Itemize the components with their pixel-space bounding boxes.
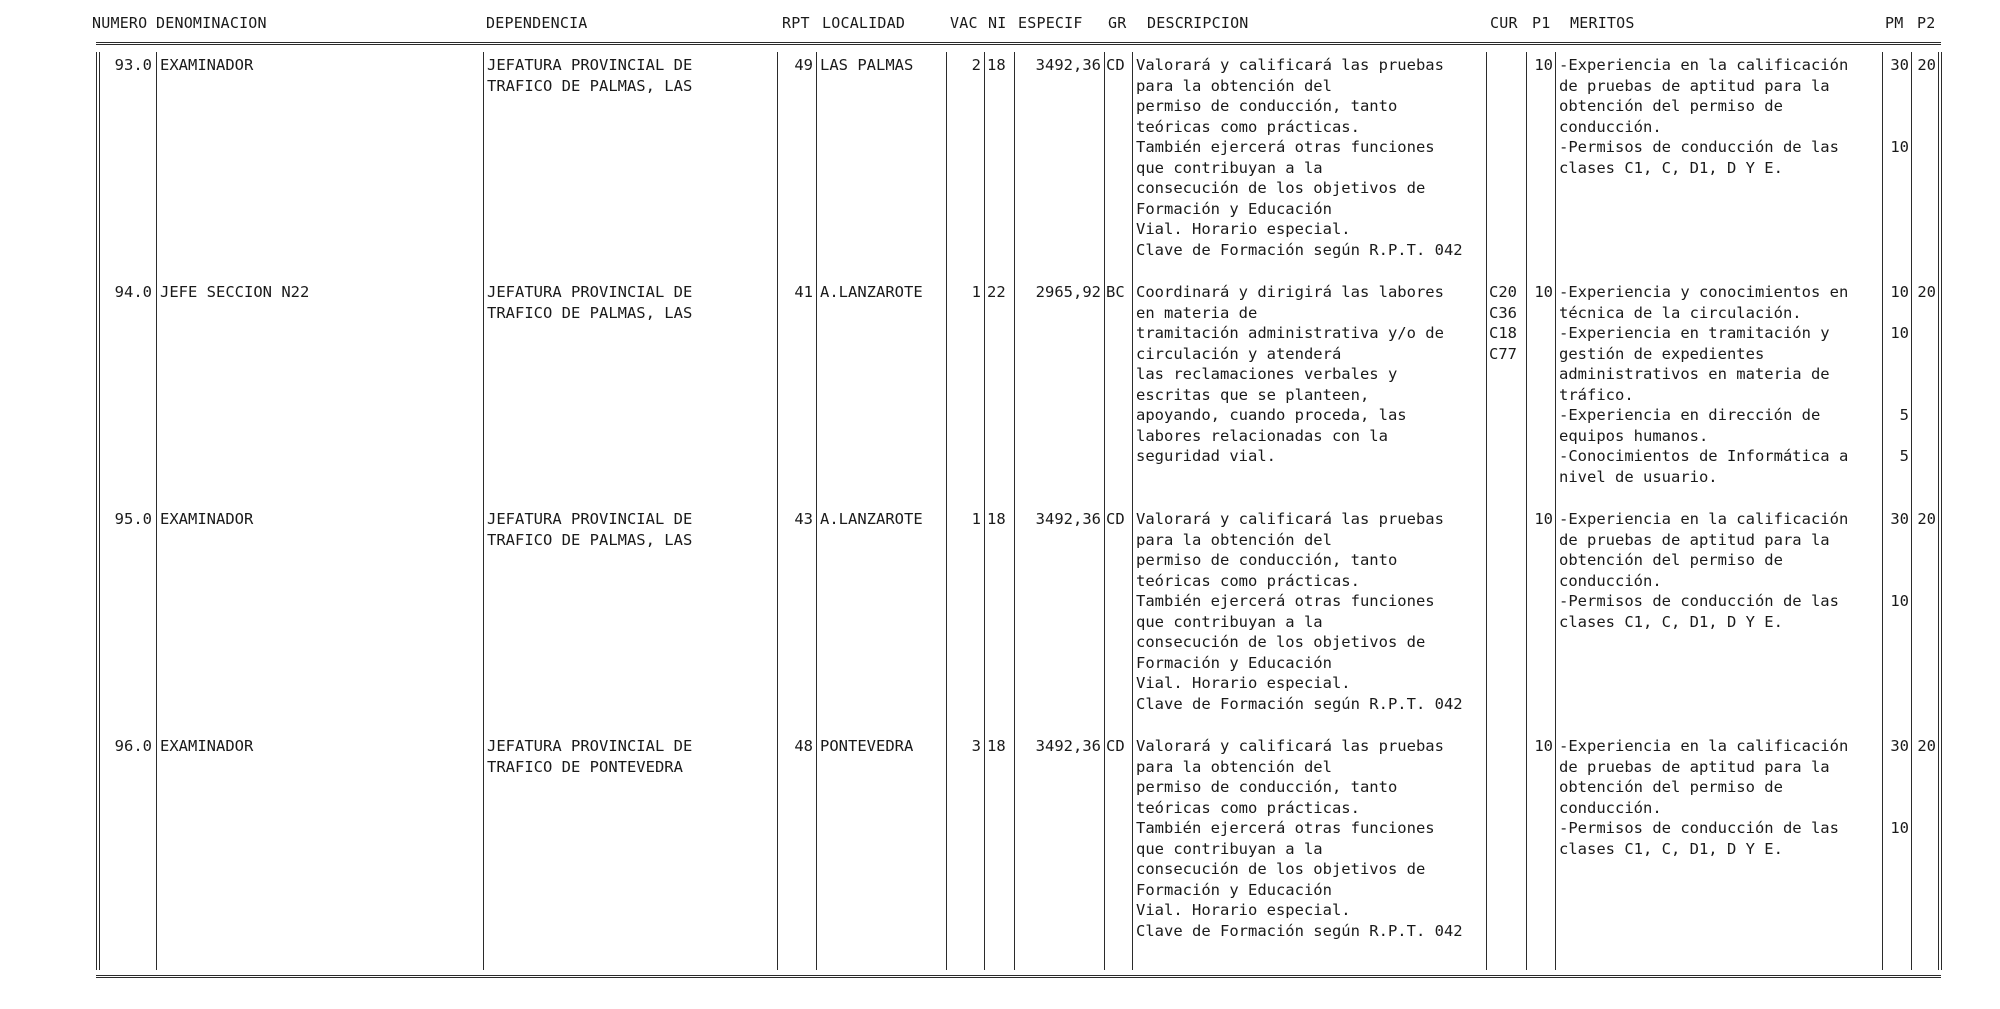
merit-line: -Experiencia en la calificación xyxy=(1559,510,1849,528)
position-name: EXAMINADOR xyxy=(160,737,254,755)
description-line: seguridad vial. xyxy=(1136,447,1276,465)
p2-score: 20 xyxy=(1917,510,1936,528)
merit-line: de pruebas de aptitud para la xyxy=(1559,530,1830,549)
specific-amount: 3492,36 xyxy=(1035,56,1101,74)
column-divider xyxy=(1526,52,1527,970)
description-line: para la obtención del xyxy=(1136,76,1332,95)
course-code: C77 xyxy=(1489,344,1517,363)
group: CD xyxy=(1106,737,1125,755)
description-line: También ejercerá otras funciones xyxy=(1136,138,1435,156)
position-name: EXAMINADOR xyxy=(160,510,254,528)
merit-points: 10 xyxy=(1890,138,1909,156)
merit-points: 5 xyxy=(1899,447,1909,465)
locality: PONTEVEDRA xyxy=(820,737,914,755)
merit-line: obtención del permiso de xyxy=(1559,97,1783,115)
course-code: C36 xyxy=(1489,303,1517,322)
column-divider xyxy=(1911,52,1912,970)
description-line: que contribuyan a la xyxy=(1136,839,1323,858)
merit-points: 10 xyxy=(1890,283,1909,301)
merit-line: -Experiencia en tramitación y xyxy=(1559,324,1830,342)
column-divider xyxy=(984,52,985,970)
header-p2: P2 xyxy=(1917,14,1936,32)
header-numero: NUMERO xyxy=(92,14,148,32)
merit-line: equipos humanos. xyxy=(1559,426,1709,445)
merit-points: 30 xyxy=(1890,510,1909,528)
description-line: Valorará y calificará las pruebas xyxy=(1136,737,1444,755)
column-divider xyxy=(1014,52,1015,970)
header-especif: ESPECIF xyxy=(1018,14,1083,32)
p2-score: 20 xyxy=(1917,737,1936,755)
header-meritos: MERITOS xyxy=(1570,14,1635,32)
merit-line: -Permisos de conducción de las xyxy=(1559,138,1839,156)
description-line: circulación y atenderá xyxy=(1136,344,1342,363)
merit-line: de pruebas de aptitud para la xyxy=(1559,757,1830,776)
p1-score: 10 xyxy=(1534,283,1553,301)
course-code: C18 xyxy=(1489,324,1517,342)
description-line: consecución de los objetivos de xyxy=(1136,179,1426,197)
description-line: teóricas como prácticas. xyxy=(1136,798,1360,817)
column-divider xyxy=(1882,52,1883,970)
position-number: 96.0 xyxy=(114,737,152,755)
level: 22 xyxy=(987,283,1006,301)
department-line: TRAFICO DE PALMAS, LAS xyxy=(487,303,693,322)
vacancies: 1 xyxy=(971,510,981,528)
locality: LAS PALMAS xyxy=(820,56,914,74)
description-line: que contribuyan a la xyxy=(1136,612,1323,631)
description-line: en materia de xyxy=(1136,303,1258,322)
description-line: para la obtención del xyxy=(1136,757,1332,776)
department-line: TRAFICO DE PALMAS, LAS xyxy=(487,76,693,95)
description-line: teóricas como prácticas. xyxy=(1136,117,1360,136)
description-line: Valorará y calificará las pruebas xyxy=(1136,56,1444,74)
merit-points: 30 xyxy=(1890,737,1909,755)
description-line: permiso de conducción, tanto xyxy=(1136,551,1398,569)
column-divider xyxy=(483,52,484,970)
merit-line: -Permisos de conducción de las xyxy=(1559,819,1839,837)
description-line: consecución de los objetivos de xyxy=(1136,633,1426,651)
merit-line: -Experiencia y conocimientos en xyxy=(1559,283,1849,301)
description-line: Formación y Educación xyxy=(1136,653,1332,672)
merit-line: -Experiencia en la calificación xyxy=(1559,56,1849,74)
description-line: Vial. Horario especial. xyxy=(1136,674,1351,692)
header-gr: GR xyxy=(1108,14,1127,32)
p2-score: 20 xyxy=(1917,283,1936,301)
description-line: tramitación administrativa y/o de xyxy=(1136,324,1444,342)
description-line: que contribuyan a la xyxy=(1136,158,1323,177)
merit-line: obtención del permiso de xyxy=(1559,778,1783,796)
position-name: EXAMINADOR xyxy=(160,56,254,74)
merit-line: obtención del permiso de xyxy=(1559,551,1783,569)
merit-line: de pruebas de aptitud para la xyxy=(1559,76,1830,95)
p1-score: 10 xyxy=(1534,56,1553,74)
level: 18 xyxy=(987,737,1006,755)
column-divider xyxy=(1555,52,1556,970)
merit-line: clases C1, C, D1, D Y E. xyxy=(1559,158,1783,177)
header-cur: CUR xyxy=(1490,14,1518,32)
column-divider xyxy=(816,52,817,970)
header-pm: PM xyxy=(1885,14,1904,32)
course-code: C20 xyxy=(1489,283,1517,301)
merit-points: 30 xyxy=(1890,56,1909,74)
merit-line: -Experiencia en dirección de xyxy=(1559,406,1821,424)
description-line: permiso de conducción, tanto xyxy=(1136,97,1398,115)
merit-line: nivel de usuario. xyxy=(1559,467,1718,486)
description-line: Clave de Formación según R.P.T. 042 xyxy=(1136,694,1463,713)
department-line: JEFATURA PROVINCIAL DE xyxy=(487,283,693,301)
department-line: TRAFICO DE PALMAS, LAS xyxy=(487,530,693,549)
group: CD xyxy=(1106,56,1125,74)
vacancies: 2 xyxy=(971,56,981,74)
department-line: JEFATURA PROVINCIAL DE xyxy=(487,737,693,755)
merit-line: conducción. xyxy=(1559,798,1662,817)
description-line: También ejercerá otras funciones xyxy=(1136,592,1435,610)
group: CD xyxy=(1106,510,1125,528)
vacancies: 1 xyxy=(971,283,981,301)
column-divider xyxy=(946,52,947,970)
column-divider xyxy=(1486,52,1487,970)
description-line: Coordinará y dirigirá las labores xyxy=(1136,283,1444,301)
description-line: Vial. Horario especial. xyxy=(1136,901,1351,919)
header-rpt: RPT xyxy=(782,14,810,32)
header-p1: P1 xyxy=(1532,14,1551,32)
rpt-code: 48 xyxy=(794,737,813,755)
column-divider xyxy=(156,52,157,970)
rpt-code: 41 xyxy=(794,283,813,301)
merit-points: 10 xyxy=(1890,324,1909,342)
column-divider xyxy=(1104,52,1105,970)
department-line: JEFATURA PROVINCIAL DE xyxy=(487,510,693,528)
description-line: las reclamaciones verbales y xyxy=(1136,365,1398,383)
column-border-right xyxy=(1938,52,1942,970)
header-localidad: LOCALIDAD xyxy=(822,14,906,32)
position-number: 95.0 xyxy=(114,510,152,528)
merit-line: clases C1, C, D1, D Y E. xyxy=(1559,839,1783,858)
group: BC xyxy=(1106,283,1125,301)
merit-points: 10 xyxy=(1890,592,1909,610)
description-line: Clave de Formación según R.P.T. 042 xyxy=(1136,921,1463,940)
column-divider xyxy=(777,52,778,970)
description-line: permiso de conducción, tanto xyxy=(1136,778,1398,796)
header-denominacion: DENOMINACION xyxy=(156,14,267,32)
level: 18 xyxy=(987,510,1006,528)
merit-line: administrativos en materia de xyxy=(1559,365,1830,383)
locality: A.LANZAROTE xyxy=(820,510,923,528)
description-line: teóricas como prácticas. xyxy=(1136,571,1360,590)
merit-points: 10 xyxy=(1890,819,1909,837)
p2-score: 20 xyxy=(1917,56,1936,74)
merit-line: gestión de expedientes xyxy=(1559,344,1765,363)
description-line: apoyando, cuando proceda, las xyxy=(1136,406,1407,424)
header-ni: NI xyxy=(988,14,1007,32)
merit-line: clases C1, C, D1, D Y E. xyxy=(1559,612,1783,631)
rpt-code: 49 xyxy=(794,56,813,74)
description-line: Vial. Horario especial. xyxy=(1136,220,1351,238)
merit-line: -Permisos de conducción de las xyxy=(1559,592,1839,610)
description-line: Valorará y calificará las pruebas xyxy=(1136,510,1444,528)
p1-score: 10 xyxy=(1534,510,1553,528)
merit-line: tráfico. xyxy=(1559,385,1634,404)
merit-points: 5 xyxy=(1899,406,1909,424)
description-line: También ejercerá otras funciones xyxy=(1136,819,1435,837)
specific-amount: 3492,36 xyxy=(1035,510,1101,528)
merit-line: conducción. xyxy=(1559,117,1662,136)
description-line: Formación y Educación xyxy=(1136,880,1332,899)
department-line: JEFATURA PROVINCIAL DE xyxy=(487,56,693,74)
header-dependencia: DEPENDENCIA xyxy=(486,14,588,32)
description-line: labores relacionadas con la xyxy=(1136,426,1388,445)
column-divider xyxy=(1132,52,1133,970)
department-line: TRAFICO DE PONTEVEDRA xyxy=(487,757,683,776)
merit-line: -Conocimientos de Informática a xyxy=(1559,447,1849,465)
header-vac: VAC xyxy=(950,14,978,32)
position-number: 94.0 xyxy=(114,283,152,301)
description-line: Formación y Educación xyxy=(1136,199,1332,218)
level: 18 xyxy=(987,56,1006,74)
merit-line: conducción. xyxy=(1559,571,1662,590)
description-line: Clave de Formación según R.P.T. 042 xyxy=(1136,240,1463,259)
description-line: escritas que se planteen, xyxy=(1136,385,1370,404)
position-name: JEFE SECCION N22 xyxy=(160,283,310,301)
p1-score: 10 xyxy=(1534,737,1553,755)
specific-amount: 2965,92 xyxy=(1035,283,1101,301)
header-descripcion: DESCRIPCION xyxy=(1147,14,1249,32)
vacancies: 3 xyxy=(971,737,981,755)
position-number: 93.0 xyxy=(114,56,152,74)
locality: A.LANZAROTE xyxy=(820,283,923,301)
specific-amount: 3492,36 xyxy=(1035,737,1101,755)
rpt-code: 43 xyxy=(794,510,813,528)
description-line: consecución de los objetivos de xyxy=(1136,860,1426,878)
merit-line: -Experiencia en la calificación xyxy=(1559,737,1849,755)
merit-line: técnica de la circulación. xyxy=(1559,303,1802,322)
description-line: para la obtención del xyxy=(1136,530,1332,549)
